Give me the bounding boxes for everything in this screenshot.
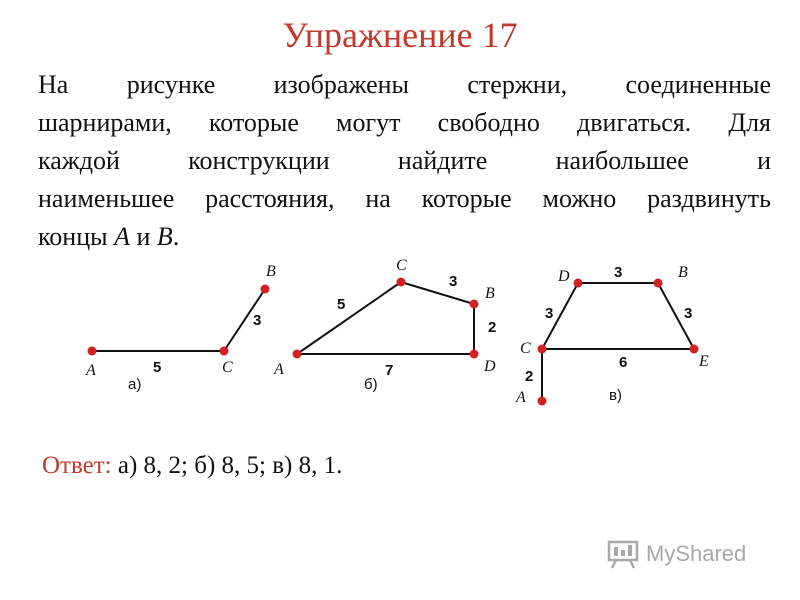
presentation-board-icon [606, 538, 640, 570]
point-label: B [266, 263, 276, 280]
point-label: B [678, 264, 688, 281]
length-label: 6 [619, 354, 628, 371]
problem-line: каждой конструкции найдите наибольшее и [38, 146, 771, 175]
point-label: E [699, 353, 709, 370]
hinge-point [470, 300, 479, 309]
figure-caption: а) [128, 376, 142, 393]
hinge-point [538, 345, 547, 354]
length-label: 3 [449, 273, 458, 290]
hinge-point [470, 350, 479, 359]
point-label: A [86, 362, 96, 379]
point-label: A [516, 389, 526, 406]
figure-v [515, 264, 709, 406]
answer [42, 452, 342, 480]
problem-line: наименьшее расстояния, на которые можно раздвинуть [38, 184, 771, 213]
page-title: Упражнение 17 [282, 15, 518, 55]
var-a: A [114, 222, 130, 251]
figure-caption: в) [609, 387, 622, 404]
length-label: 2 [488, 319, 497, 336]
length-label: 3 [684, 305, 693, 322]
problem-line: На рисунке изображены стержни, соединенные [38, 70, 771, 99]
hinge-point [690, 345, 699, 354]
point-label: B [485, 285, 495, 302]
problem-last-suffix: . [172, 222, 180, 251]
problem-last-prefix: концы [38, 222, 115, 251]
figure-a [85, 263, 276, 393]
hinge-point [220, 347, 229, 356]
hinge-point [574, 279, 583, 288]
hinge-point [538, 397, 547, 406]
point-label: C [396, 257, 407, 274]
length-label: 5 [153, 359, 162, 376]
answer-text: а) 8, 2; б) 8, 5; в) 8, 1. [111, 452, 343, 479]
hinge-point [397, 278, 406, 287]
length-label: 2 [525, 368, 534, 385]
length-label: 3 [614, 264, 623, 281]
point-label: D [558, 268, 570, 285]
answer-label: Ответ: [42, 452, 112, 479]
var-b: B [156, 222, 173, 251]
figure-b [273, 257, 496, 393]
rod-chain-v [542, 283, 694, 349]
hinge-point [654, 279, 663, 288]
point-label: D [484, 358, 496, 375]
hinge-point [88, 347, 97, 356]
problem-conj: и [130, 222, 157, 251]
logo-text: MyShared [646, 541, 747, 566]
point-label: C [222, 359, 233, 376]
point-label: C [520, 340, 531, 357]
hinge-point [261, 285, 270, 294]
problem-line: шарнирами, которые могут свободно двигаться. Для [38, 108, 771, 137]
myshared-logo [606, 536, 746, 572]
length-label: 5 [337, 296, 346, 313]
hinge-point [293, 350, 302, 359]
length-label: 7 [385, 362, 394, 379]
length-label: 3 [253, 312, 262, 329]
point-label: A [274, 361, 284, 378]
length-label: 3 [545, 305, 554, 322]
figure-caption: б) [364, 376, 378, 393]
rod-chain-b [297, 282, 474, 354]
